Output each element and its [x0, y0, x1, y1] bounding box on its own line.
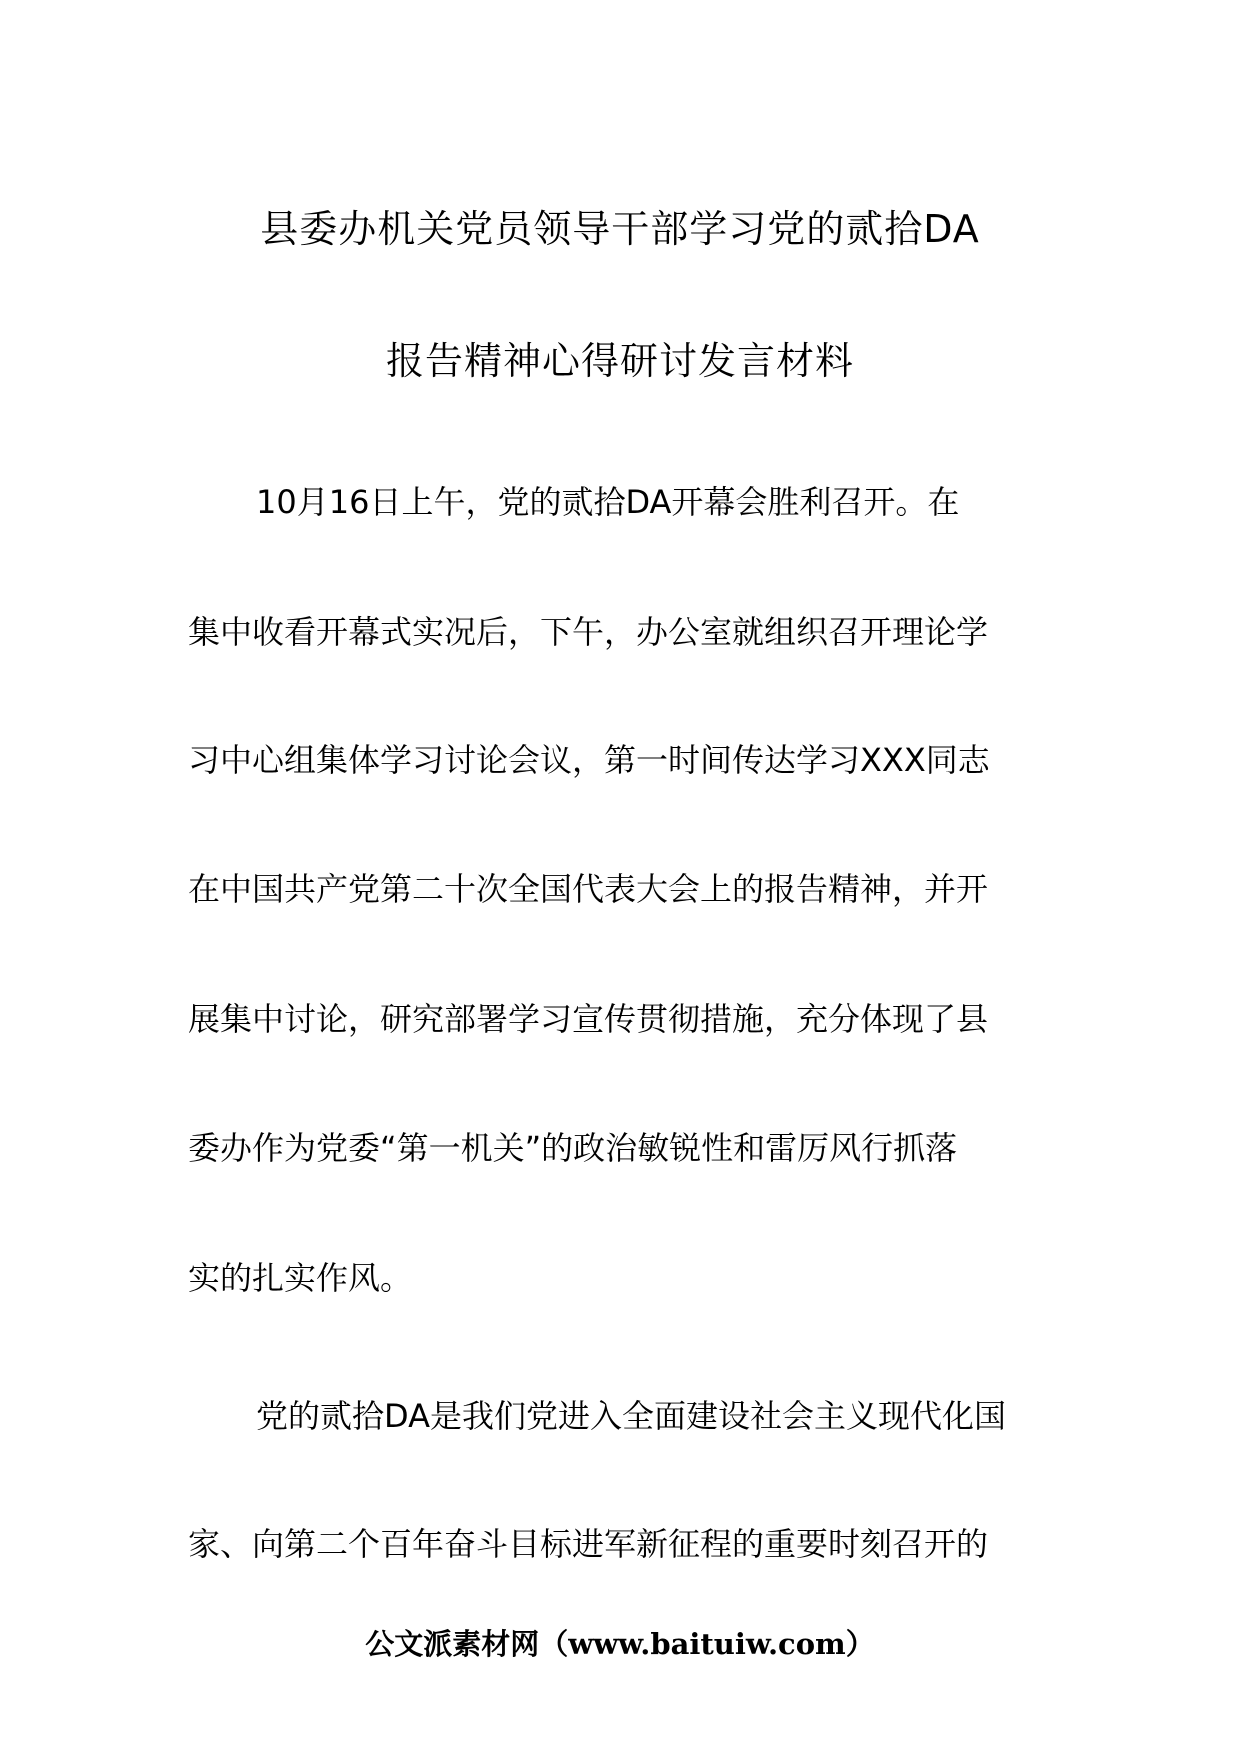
- body-line-6: 委办作为党委“第一机关”的政治敏锐性和雷厉风行抓落: [188, 1129, 958, 1167]
- body-line-4: 在中国共产党第二十次全国代表大会上的报告精神，并开: [188, 870, 989, 908]
- body-line-8: 党的贰拾DA是我们党进入全面建设社会主义现代化国: [256, 1397, 1006, 1435]
- body-line-9: 家、向第二个百年奋斗目标进军新征程的重要时刻召开的: [188, 1525, 989, 1563]
- body-line-1: 10月16日上午，党的贰拾DA开幕会胜利召开。在: [256, 483, 960, 521]
- body-line-5: 展集中讨论，研究部署学习宣传贯彻措施，充分体现了县: [188, 1000, 989, 1038]
- document-title-line-2: 报告精神心得研讨发言材料: [385, 339, 854, 383]
- footer-watermark: 公文派素材网（www.baituiw.com）: [365, 1627, 875, 1661]
- body-line-3: 习中心组集体学习讨论会议，第一时间传达学习XXX同志: [188, 741, 990, 779]
- body-line-2: 集中收看开幕式实况后，下午，办公室就组织召开理论学: [188, 613, 989, 651]
- body-line-7: 实的扎实作风。: [188, 1259, 413, 1297]
- document-title-line-1: 县委办机关党员领导干部学习党的贰拾DA: [260, 207, 980, 251]
